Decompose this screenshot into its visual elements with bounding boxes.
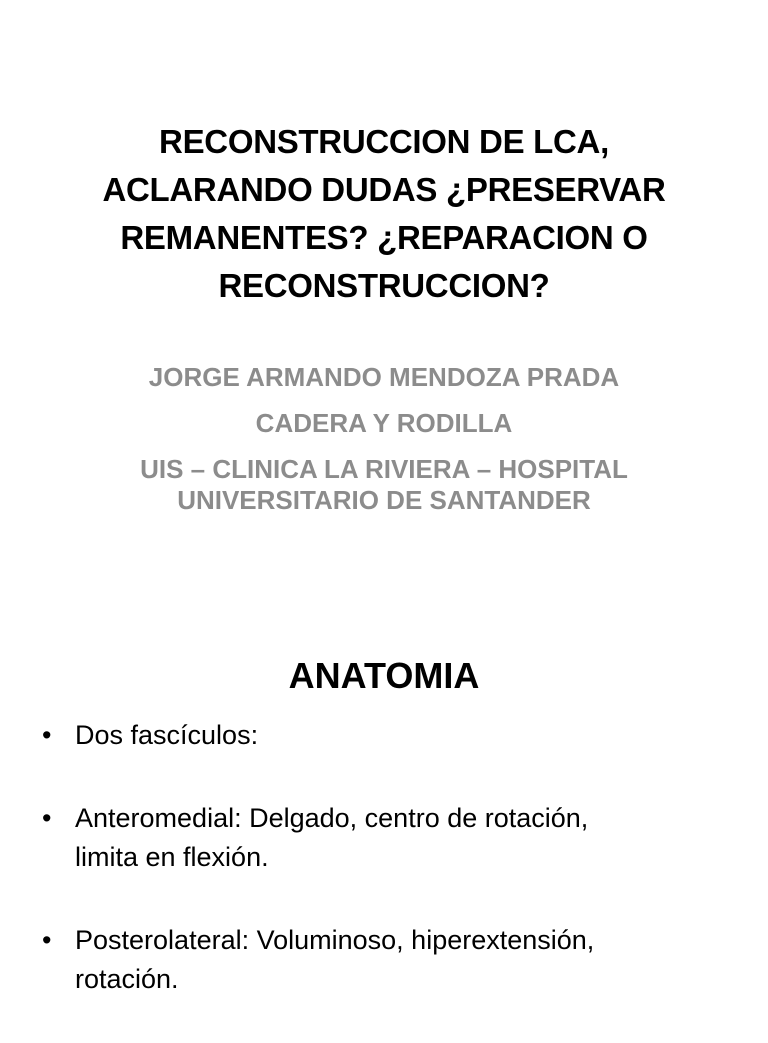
title-line: ACLARANDO DUDAS ¿PRESERVAR	[102, 171, 666, 209]
bullet-item	[40, 799, 740, 877]
title-line: RECONSTRUCCION DE LCA,	[159, 123, 609, 161]
bullet-icon: •	[42, 720, 52, 750]
anatomy-slide	[0, 590, 768, 1024]
bullet-icon: •	[42, 803, 52, 833]
presentation-title	[40, 118, 728, 310]
author-name: JORGE ARMANDO MENDOZA PRADA	[148, 362, 620, 392]
bullet-item	[40, 921, 740, 999]
bullet-list	[40, 716, 740, 1043]
title-line: RECONSTRUCCION?	[218, 267, 550, 305]
title-line: REMANENTES? ¿REPARACION O	[120, 219, 648, 257]
author-specialty: CADERA Y RODILLA	[255, 408, 513, 438]
bullet-text: rotación.	[75, 964, 179, 994]
bullet-text: Dos fascículos:	[75, 720, 259, 750]
bullet-text: Posterolateral: Voluminoso, hiperextensión,	[75, 925, 595, 955]
bullet-text: limita en flexión.	[75, 842, 269, 872]
bullet-item	[40, 716, 740, 755]
bullet-text: Anteromedial: Delgado, centro de rotación,	[75, 803, 589, 833]
slide-title: ANATOMIA	[288, 654, 480, 696]
author-institution-line: UIS – CLINICA LA RIVIERA – HOSPITAL	[140, 454, 628, 484]
bullet-icon: •	[42, 925, 52, 955]
presentation-subtitle	[40, 362, 728, 516]
author-institution-line: UNIVERSITARIO DE SANTANDER	[177, 485, 591, 515]
